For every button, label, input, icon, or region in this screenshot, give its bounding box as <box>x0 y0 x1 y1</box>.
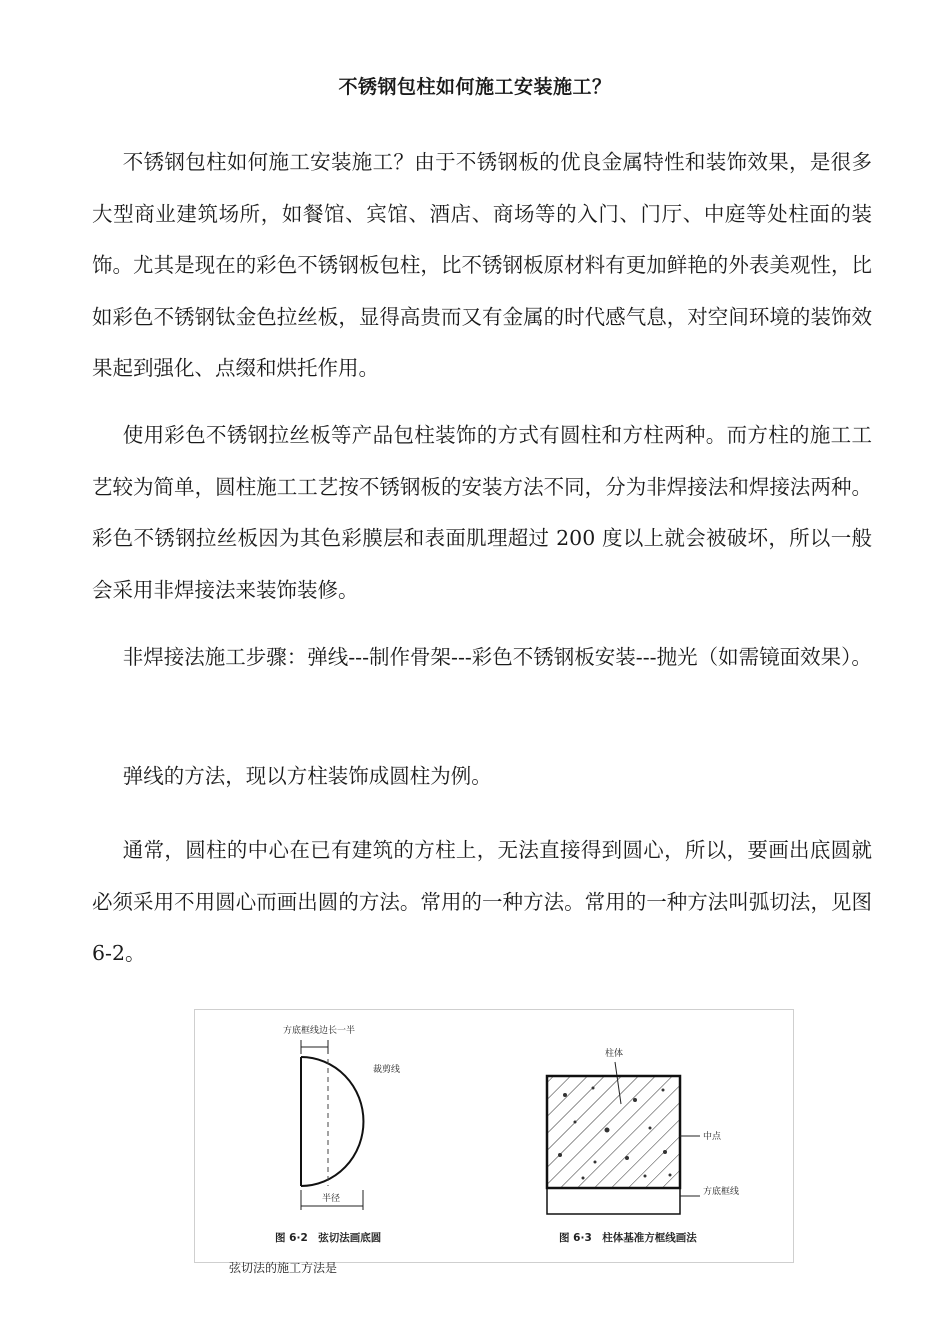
column-section <box>547 1076 680 1188</box>
paragraph-marking: 弹线的方法，现以方柱装饰成圆柱为例。 <box>122 764 492 788</box>
caption-figure-6-2: 图 6·2 弦切法画底圆 <box>275 1232 382 1244</box>
paragraph-methods: 使用彩色不锈钢拉丝板等产品包柱装饰的方式有圆柱和方柱两种。而方柱的施工工艺较为简单，圆柱施工工艺按不锈钢板的安装方法不同，分为非焊接法和焊接法两种。彩色不锈钢拉丝板因为其色彩膜层和表面肌理超过 200 度以上就会被破坏，所以一般会采用非焊接法来装饰装修。 <box>92 423 872 602</box>
label-midpoint: 中点 <box>703 1132 722 1142</box>
label-column: 柱体 <box>605 1049 624 1059</box>
label-cut-line: 裁剪线 <box>373 1065 401 1075</box>
label-radius: 半径 <box>322 1194 341 1204</box>
paragraph-arc-method: 通常，圆柱的中心在已有建筑的方柱上，无法直接得到圆心，所以，要画出底圆就必须采用不用圆心而画出圆的方法。常用的一种方法。常用的一种方法叫弧切法，见图 6-2。 <box>92 838 872 965</box>
figure-drawing <box>195 1010 795 1275</box>
label-square-frame: 方底框线 <box>703 1187 740 1197</box>
cut-off-text: 弦切法的施工方法是 <box>229 1261 338 1275</box>
label-half-side: 方底框线边长一半 <box>283 1026 356 1036</box>
cut-arc <box>301 1057 363 1186</box>
paragraph-intro: 不锈钢包柱如何施工安装施工？由于不锈钢板的优良金属特性和装饰效果，是很多大型商业建筑场所，如餐馆、宾馆、酒店、商场等的入门、门厅、中庭等处柱面的装饰。尤其是现在的彩色不锈钢板包柱，比不锈钢板原材料有更加鲜艳的外表美观性，比如彩色不锈钢钛金色拉丝板，显得高贵而又有金属的时代感气息，对空间环境的装饰效果起到强化、点缀和烘托作用。 <box>92 150 872 380</box>
figure-6-3 <box>547 1047 739 1244</box>
caption-figure-6-3: 图 6·3 柱体基准方框线画法 <box>559 1232 697 1244</box>
figure-6-2-6-3 <box>194 1009 794 1275</box>
page-title: 不锈钢包柱如何施工安装施工？ <box>338 76 612 98</box>
paragraph-steps: 非焊接法施工步骤：弹线---制作骨架---彩色不锈钢板安装---抛光（如需镜面效果）。 <box>122 645 872 669</box>
figure-6-2 <box>275 1024 400 1244</box>
